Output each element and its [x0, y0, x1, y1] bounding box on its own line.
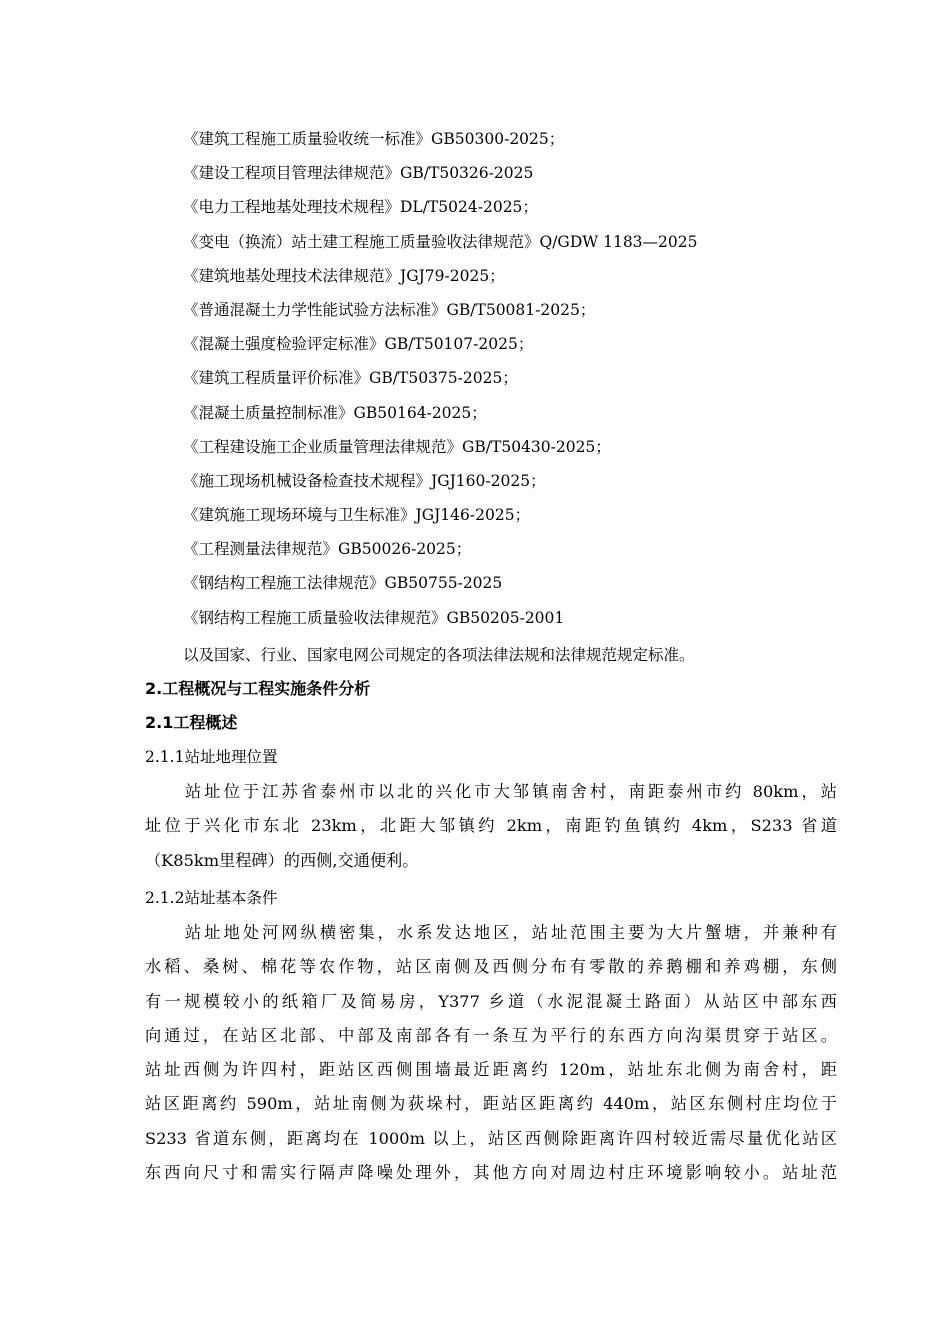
standard-item: 《普通混凝土力学性能试验方法标准》GB/T50081-2025；	[183, 300, 596, 319]
standards-list	[0, 122, 950, 635]
paragraph-line: 站址位于江苏省泰州市以北的兴化市大邹镇南舍村，南距泰州市约 80km，站	[185, 782, 837, 801]
standard-item: 《钢结构工程施工法律规范》GB50755-2025	[183, 574, 503, 593]
standard-item: 《变电（换流）站土建工程施工质量验收法律规范》Q/GDW 1183—2025	[183, 232, 698, 251]
paragraph-line: 东西向尺寸和需实行隔声降噪处理外，其他方向对周边村庄环境影响较小。站址范	[145, 1163, 837, 1183]
paragraph-line: S233 省道东侧，距离均在 1000m 以上，站区西侧除距离许四村较近需尽量优化站区	[145, 1128, 837, 1148]
closing-line: 以及国家、行业、国家电网公司规定的各项法律法规和法律规范规定标准。	[183, 646, 695, 664]
paragraph-line: 站区距离约 590m，站址南侧为荻垛村，距站区距离约 440m，站区东侧村庄均位于	[145, 1094, 837, 1114]
standard-item: 《施工现场机械设备检查技术规程》JGJ160-2025；	[183, 471, 546, 490]
standard-item: 《建筑地基处理技术法律规范》JGJ79-2025；	[183, 266, 505, 285]
paragraph-line: 址位于兴化市东北 23km，北距大邹镇约 2km，南距钓鱼镇约 4km，S233 省道	[145, 816, 837, 836]
paragraph-line: 向通过，在站区北部、中部及南部各有一条互为平行的东西方向沟渠贯穿于站区。	[145, 1025, 837, 1045]
standard-item: 《钢结构工程施工质量验收法律规范》GB50205-2001	[183, 608, 565, 627]
paragraph-line: 水稻、桑树、棉花等农作物，站区南侧及西侧分布有零散的养鹅棚和养鸡棚，东侧	[145, 957, 837, 977]
standard-item: 《工程建设施工企业质量管理法律规范》GB/T50430-2025；	[183, 437, 611, 456]
standard-item: 《建筑工程施工质量验收统一标准》GB50300-2025；	[183, 130, 565, 148]
subsection-heading: 2.1工程概述	[145, 713, 238, 732]
standard-item: 《工程测量法律规范》GB50026-2025；	[183, 540, 472, 559]
standard-item: 《混凝土质量控制标准》GB50164-2025；	[183, 403, 487, 422]
paragraph-line: 站址地处河网纵横密集，水系发达地区，站址范围主要为大片蟹塘，并兼种有	[185, 923, 837, 942]
standard-item: 《电力工程地基处理技术规程》DL/T5024-2025；	[183, 198, 538, 217]
subsection-title: 2.1.1站址地理位置	[145, 748, 278, 766]
standard-item: 《建设工程项目管理法律规范》GB/T50326-2025	[183, 164, 534, 183]
standard-item: 《建筑施工现场环境与卫生标准》JGJ146-2025；	[183, 506, 531, 525]
section-heading: 2.工程概况与工程实施条件分析	[145, 679, 371, 698]
standard-item: 《混凝土强度检验评定标准》GB/T50107-2025；	[183, 335, 534, 354]
paragraph-line: （K85km里程碑）的西侧,交通便利。	[145, 850, 419, 870]
paragraph-line: 有一规模较小的纸箱厂及简易房，Y377 乡道（水泥混凝土路面）从站区中部东西	[145, 991, 837, 1011]
standard-item: 《建筑工程质量评价标准》GB/T50375-2025；	[183, 369, 518, 388]
paragraph-location	[145, 775, 837, 878]
paragraph-conditions	[145, 916, 837, 1190]
paragraph-line: 站址西侧为许四村，距站区西侧围墙最近距离约 120m，站址东北侧为南舍村，距	[145, 1060, 837, 1080]
subsection-title: 2.1.2站址基本条件	[145, 889, 278, 907]
